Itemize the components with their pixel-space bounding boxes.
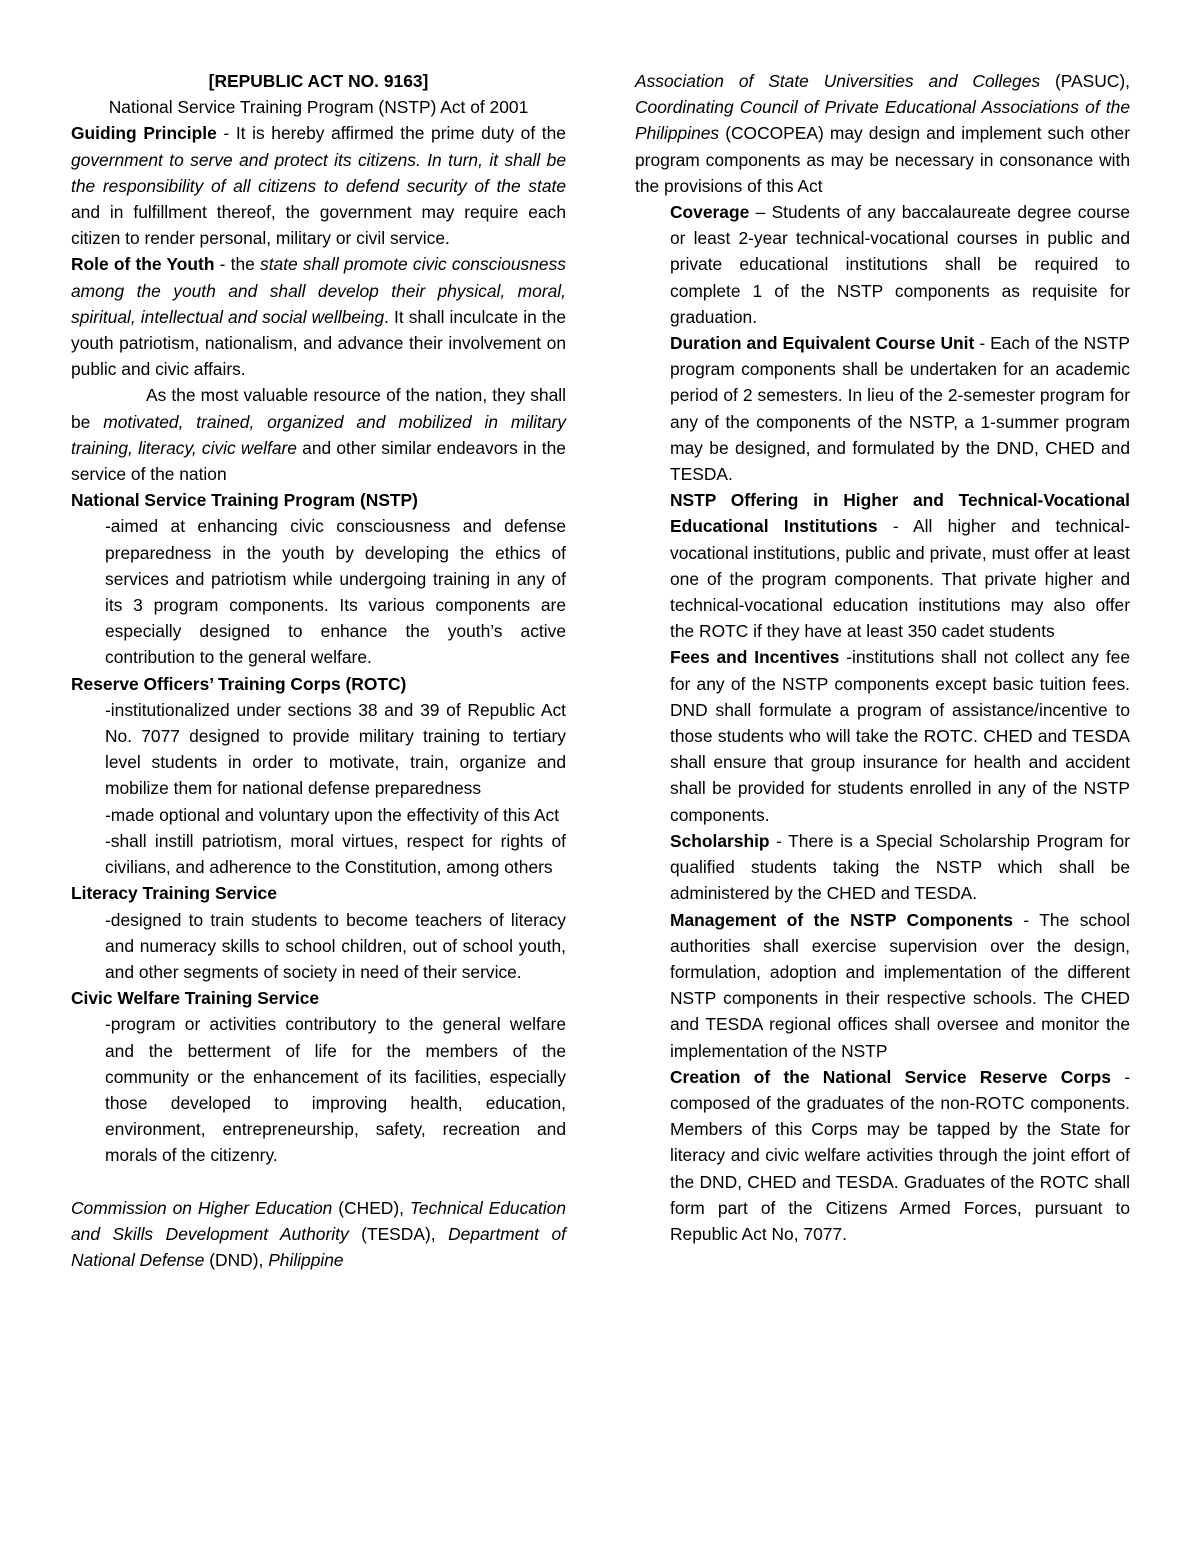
role-of-youth-text-end: . It shall inculcate in the youth patriotism, nationalism, and advance their involvement on public and civic affairs. <box>71 306 566 380</box>
agencies-continuation-text: (COCOPEA) may design and implement such other program components as may be necessary in consonance with the provisions of this Act <box>635 123 1130 196</box>
agency-cocopea: Coordinating Council of Private Educational Associations of the Philippines <box>635 97 1130 144</box>
scholarship-text: - There is a Special Scholarship Program for qualified students taking the NSTP which shall be administered by the CHED and TESDA. <box>670 830 1130 904</box>
duration-paragraph <box>670 330 1130 487</box>
agencies-continuation <box>635 68 1130 199</box>
agency-sep-2: (TESDA), <box>348 1223 449 1244</box>
fees-label: Fees and Incentives <box>670 647 840 668</box>
rotc-bullet-3: -shall instill patriotism, moral virtues, respect for rights of civilians, and adherence to the Constitution, among others <box>105 830 566 878</box>
coverage-label: Coverage <box>670 202 750 223</box>
scholarship-paragraph <box>670 828 1130 907</box>
role-of-youth-emphasis: state shall promote civic consciousness among the youth and shall develop their physical, moral, spiritual, intellectual and social wellbeing <box>71 254 566 327</box>
scholarship-label: Scholarship <box>670 830 770 851</box>
offering-label: NSTP Offering in Higher and Technical-Vocational Educational Institutions <box>670 490 1130 537</box>
cwts-description: -program or activities contributory to the general welfare and the betterment of life for the members of the community or the enhancement of its facilities, especially those developed to improving health, education, environment, entrepreneurship, safety, recreation and morals of the citizenry. <box>105 1014 566 1166</box>
nstp-heading: National Service Training Program (NSTP) <box>71 490 418 511</box>
left-column <box>71 68 566 1273</box>
agency-ched: Commission on Higher Education <box>71 1197 333 1218</box>
agency-tesda: Technical Education and Skills Development Authority <box>71 1197 566 1244</box>
coverage-text: – Students of any baccalaureate degree course or least 2-year technical-vocational courses in public and private educational institutions shall be required to complete 1 of the NSTP components as requisite for graduation. <box>670 202 1130 327</box>
fees-paragraph <box>670 644 1130 827</box>
agency-sep-1: (CHED), <box>332 1197 410 1218</box>
cwts-heading: Civic Welfare Training Service <box>71 988 320 1009</box>
lts-heading: Literacy Training Service <box>71 883 277 904</box>
duration-text: - Each of the NSTP program components shall be undertaken for an academic period of 2 semesters. In lieu of the 2-semester program for any of the components of the NSTP, a 1-summer program may be designed, and formulated by the DND, CHED and TESDA. <box>670 333 1130 485</box>
role-of-youth-label: Role of the Youth <box>71 254 215 275</box>
agency-sep-4: (PASUC), <box>1040 71 1130 91</box>
creation-text: - composed of the graduates of the non-ROTC components. Members of this Corps may be tapped by the State for literacy and civic welfare activities through the joint effort of the DND, CHED and TESDA. Graduates of the ROTC shall form part of the Citizens Armed Forces, pursuant to Republic Act No, 7077. <box>670 1066 1130 1244</box>
management-paragraph <box>670 907 1130 1064</box>
nstp-description: -aimed at enhancing civic consciousness and defense preparedness in the youth by developing the ethics of services and patriotism while undergoing training in any of its 3 program components. Its various components are especially designed to enhance the youth’s active contribution to the general welfare. <box>105 516 566 668</box>
agency-sep-3: (DND), <box>204 1249 269 1270</box>
rotc-bullet-1: -institutionalized under sections 38 and 39 of Republic Act No. 7077 designed to provide military training to tertiary level students in order to motivate, train, organize and mobilize them for national defense preparedness <box>105 699 566 799</box>
right-column <box>635 68 1130 1247</box>
role-of-youth-text: - the <box>214 254 261 275</box>
resource-text: As the most valuable resource of the nation, they shall be <box>71 385 566 432</box>
document-subtitle: National Service Training Program (NSTP) Act of 2001 <box>108 97 529 118</box>
agency-philippine: Philippine <box>268 1249 344 1270</box>
resource-text-end: and other similar endeavors in the service of the nation <box>71 437 566 485</box>
lts-description: -designed to train students to become teachers of literacy and numeracy skills to school children, out of school youth, and other segments of society in need of their service. <box>105 909 566 982</box>
agency-dnd: Department of National Defense <box>71 1223 567 1270</box>
coverage-paragraph <box>670 199 1130 330</box>
management-text: - The school authorities shall exercise supervision over the design, formulation, adoption and implementation of the different NSTP components in their respective schools. The CHED and TESDA regional offices shall oversee and monitor the implementation of the NSTP <box>670 909 1130 1061</box>
guiding-principle-emphasis: government to serve and protect its citizens. In turn, it shall be the responsibility of all citizens to defend security of the state <box>71 149 566 196</box>
management-label: Management of the NSTP Components <box>670 909 1013 930</box>
offering-text: - All higher and technical-vocational institutions, public and private, must offer at least one of the program components. That private higher and technical-vocational education institutions may also offer the ROTC if they have at least 350 cadet students <box>670 516 1130 642</box>
rotc-heading: Reserve Officers’ Training Corps (ROTC) <box>71 673 407 694</box>
creation-paragraph <box>670 1064 1130 1247</box>
resource-emphasis: motivated, trained, organized and mobilized in military training, literacy, civic welfare <box>71 411 566 458</box>
guiding-principle-paragraph <box>71 120 566 251</box>
guiding-principle-text: - It is hereby affirmed the prime duty of the <box>216 123 566 144</box>
role-of-youth-paragraph <box>71 251 566 382</box>
duration-label: Duration and Equivalent Course Unit <box>670 333 975 354</box>
guiding-principle-label: Guiding Principle <box>71 123 217 144</box>
agency-pasuc: Association of State Universities and Colleges <box>635 71 1041 91</box>
fees-text: -institutions shall not collect any fee for any of the NSTP components except basic tuition fees. DND shall formulate a program of assistance/incentive to those students who will take the ROTC. CHED and TESDA shall ensure that group insurance for health and accident shall be provided for students enrolled in any of the NSTP components. <box>670 647 1130 825</box>
creation-label: Creation of the National Service Reserve Corps <box>670 1066 1111 1087</box>
offering-paragraph <box>670 487 1130 644</box>
guiding-principle-text-end: and in fulfillment thereof, the government may require each citizen to render personal, military or civil service. <box>71 202 566 249</box>
rotc-bullet-2: -made optional and voluntary upon the effectivity of this Act <box>105 804 560 825</box>
agencies-paragraph <box>71 1195 566 1274</box>
resource-paragraph <box>71 382 566 487</box>
document-title: [REPUBLIC ACT NO. 9163] <box>208 71 429 91</box>
